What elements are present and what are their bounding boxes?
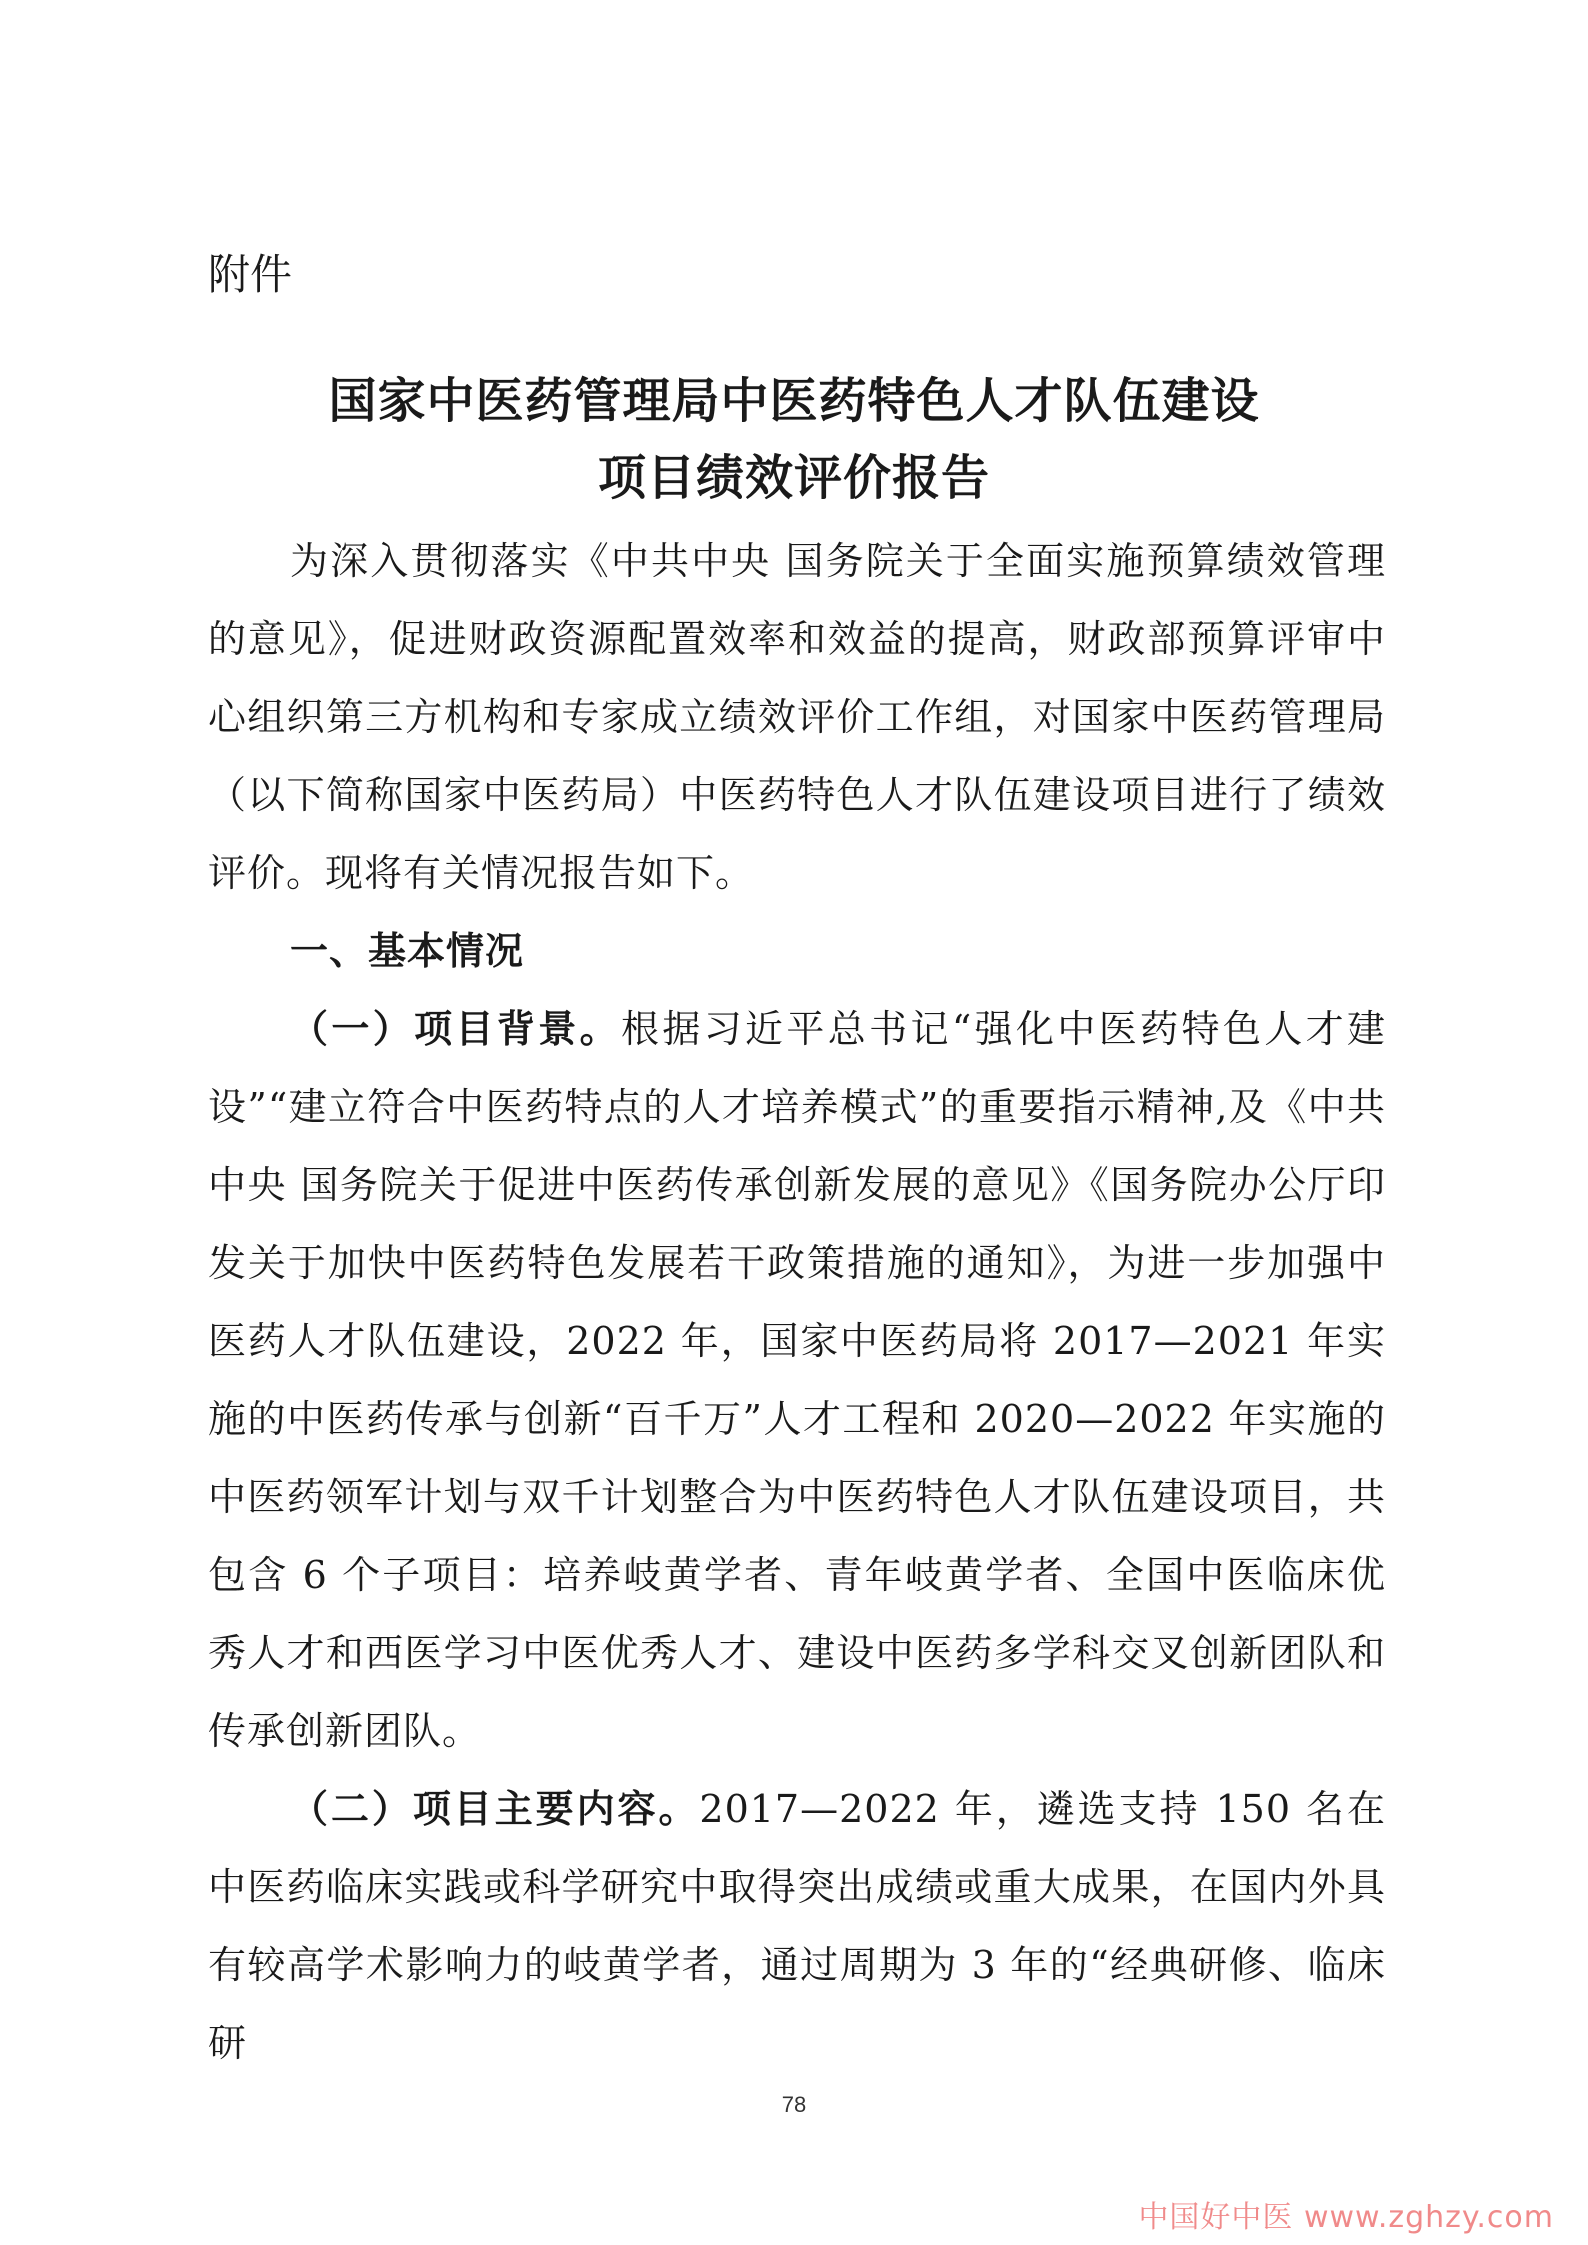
page-number: 78	[781, 2092, 807, 2117]
project-background-lead: （一）项目背景。	[290, 1006, 621, 1051]
document-title-line-1: 国家中医药管理局中医药特色人才队伍建设	[328, 373, 1260, 429]
document-body	[208, 522, 1386, 2082]
intro-paragraph: 为深入贯彻落实《中共中央 国务院关于全面实施预算绩效管理的意见》，促进财政资源配置效率和效益的提高，财政部预算评审中心组织第三方机构和专家成立绩效评价工作组，对国家中医药管理局（以下简称国家中医药局）中医药特色人才队伍建设项目进行了绩效评价。现将有关情况报告如下。	[208, 539, 1386, 895]
project-content-lead: （二）项目主要内容。	[290, 1786, 700, 1831]
document-title-line-2: 项目绩效评价报告	[597, 450, 990, 506]
project-content-text: 2017—2022 年，遴选支持 150 名在中医药临床实践或科学研究中取得突出成绩或重大成果，在国内外具有较高学术影响力的岐黄学者，通过周期为 3 年的“经典研修、临床研	[208, 1787, 1386, 2065]
site-watermark: 中国好中医 www.zghzy.com	[1138, 2200, 1554, 2235]
project-content-paragraph	[208, 1770, 1386, 2082]
project-background-text: 根据习近平总书记“强化中医药特色人才建设”“建立符合中医药特点的人才培养模式”的重要指示精神,及《中共中央 国务院关于促进中医药传承创新发展的意见》《国务院办公厅印发关于加快中医药特色发展若干政策措施的通知》，为进一步加强中医药人才队伍建设，2022 年，国家中医药局将 2017—2021 年实施的中医药传承与创新“百千万”人才工程和 2020—2022 年实施的中医药领军计划与双千计划整合为中医药特色人才队伍建设项目，共包含 6 个子项目：培养岐黄学者、青年岐黄学者、全国中医临床优秀人才和西医学习中医优秀人才、建设中医药多学科交叉创新团队和传承创新团队。	[208, 1007, 1386, 1753]
attachment-label: 附件	[208, 250, 293, 299]
project-background-paragraph	[208, 990, 1386, 1770]
section-heading-basic-info: 一、基本情况	[290, 929, 525, 973]
